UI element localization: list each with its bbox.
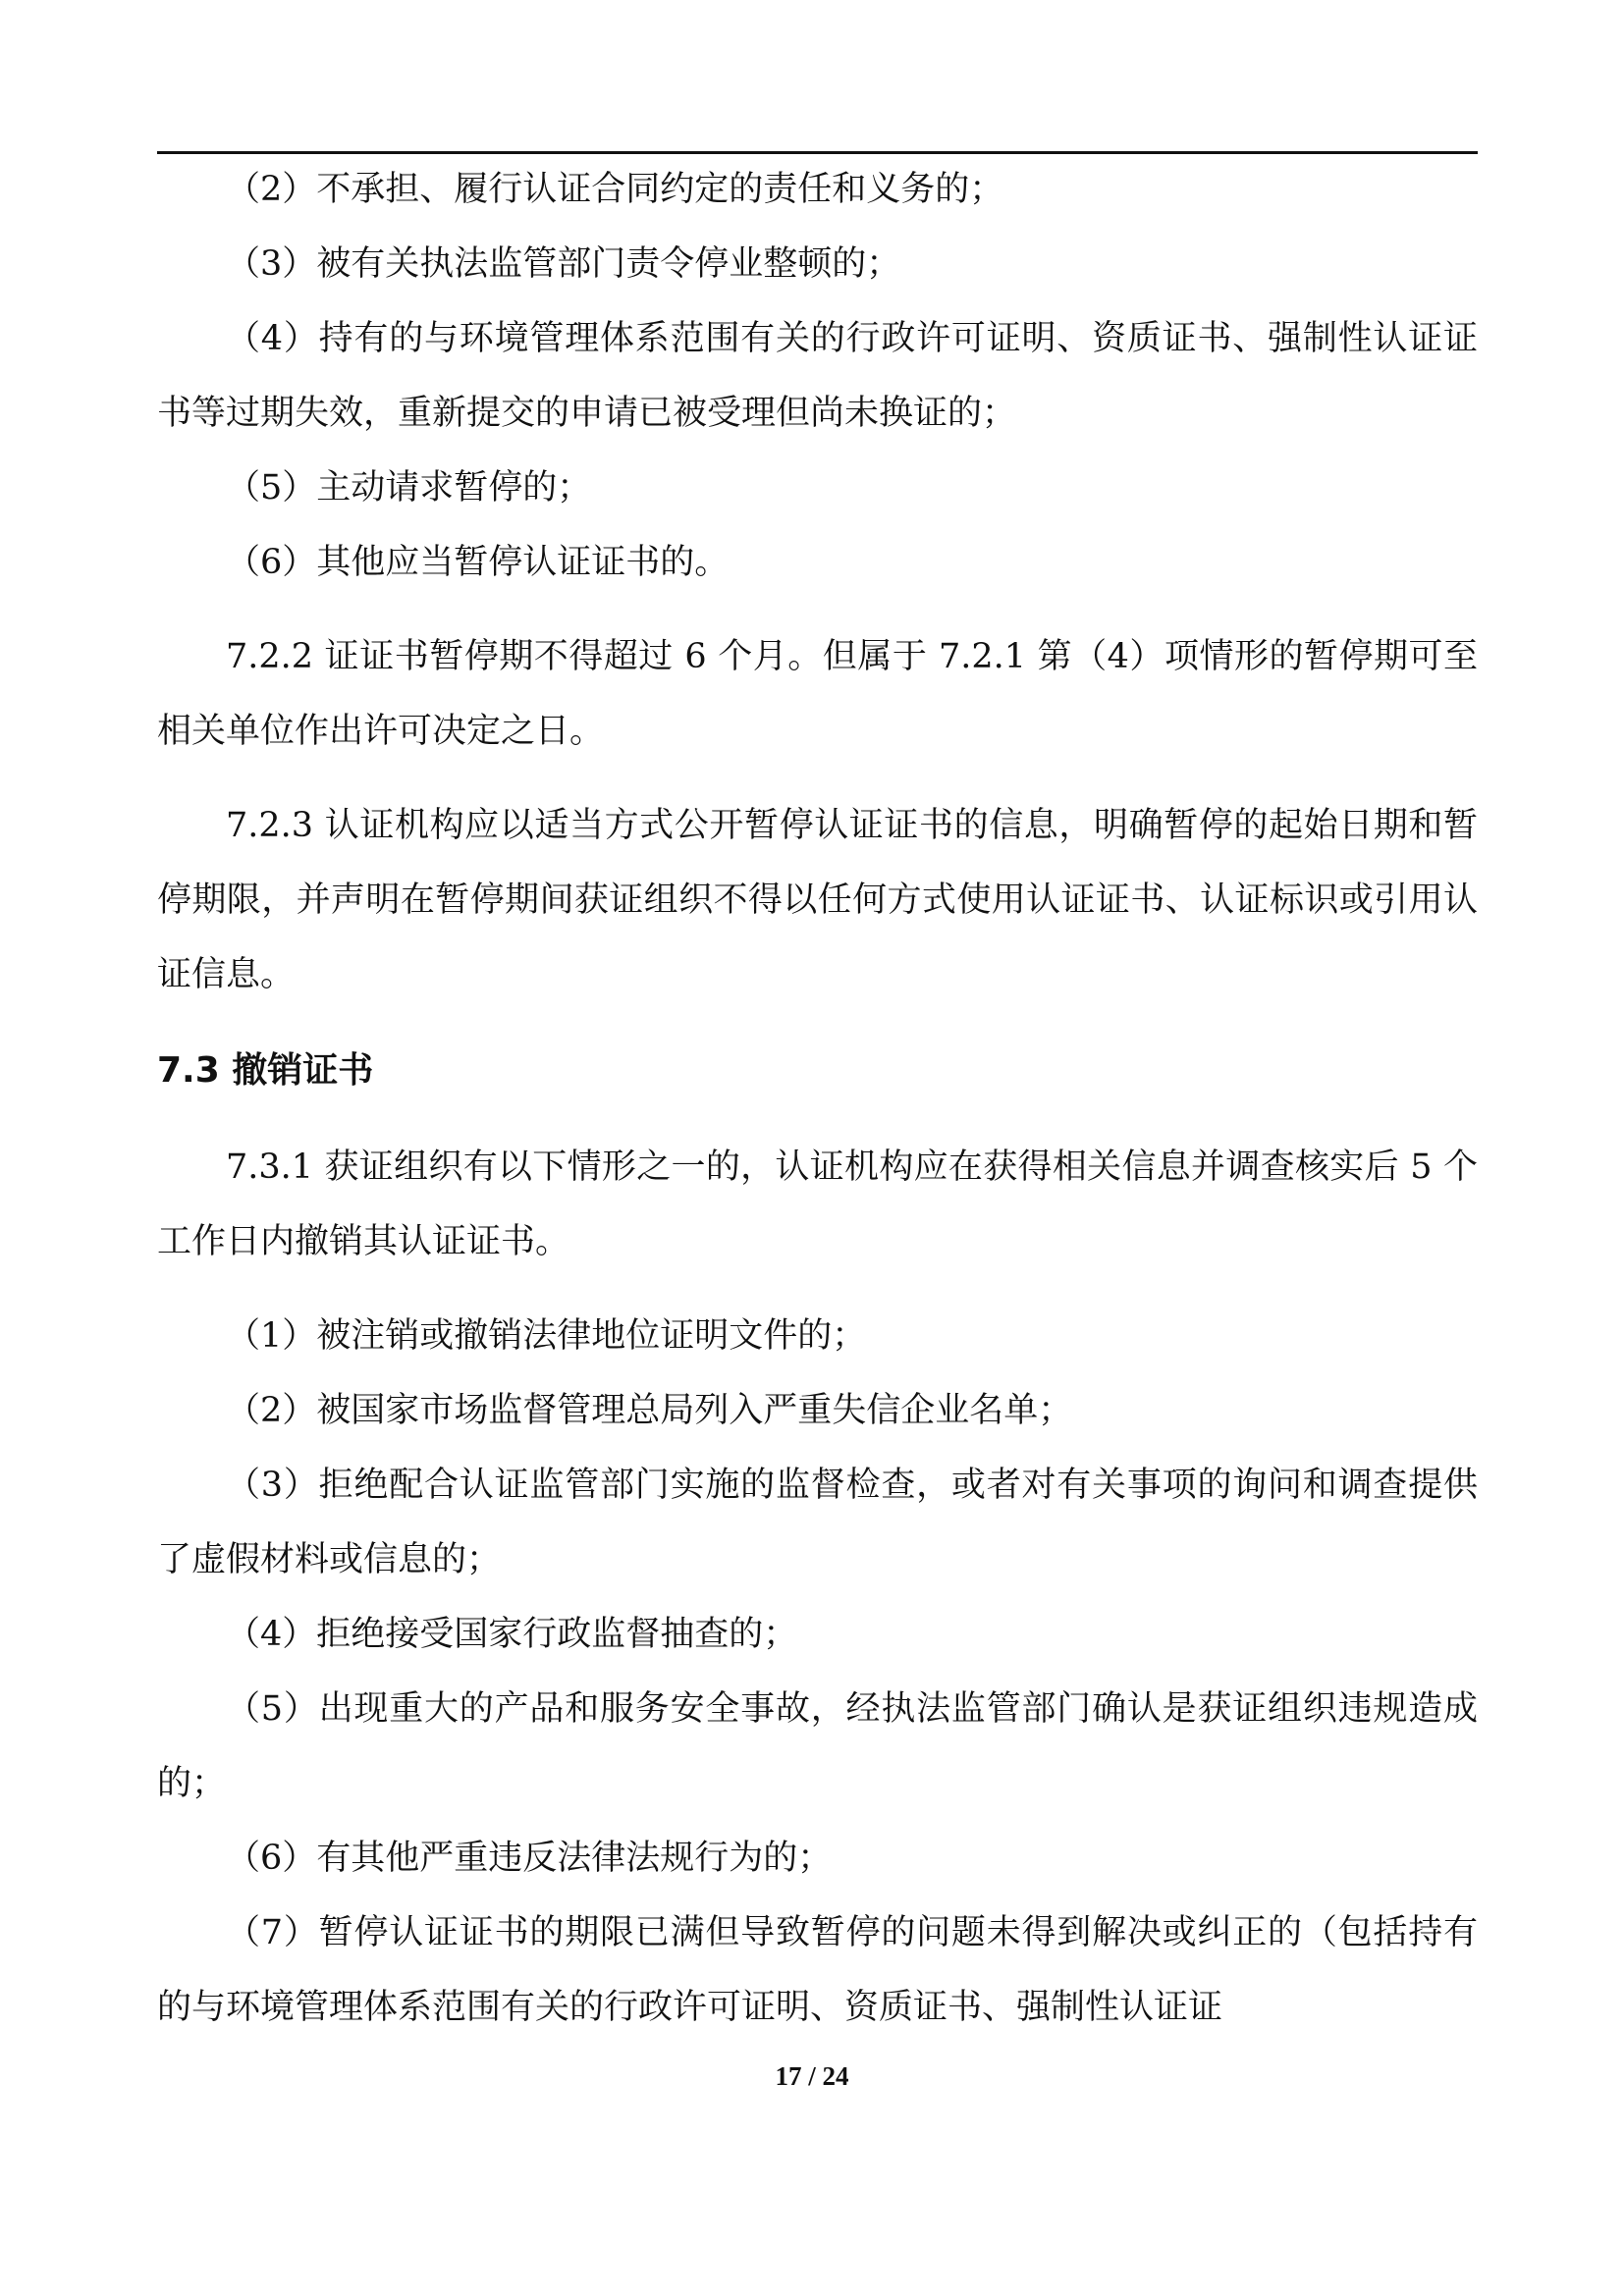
- revocation-item-5: （5）出现重大的产品和服务安全事故，经执法监管部门确认是获证组织违规造成的；: [157, 1689, 1478, 1803]
- section-heading-7-3: 7.3 撤销证书: [157, 1050, 374, 1091]
- revocation-item-6: （6）有其他严重违反法律法规行为的；: [226, 1839, 833, 1878]
- page-body: [157, 152, 1478, 2045]
- page-number: 17 / 24: [775, 2061, 849, 2091]
- revocation-item-4: （4）拒绝接受国家行政监督抽查的；: [226, 1615, 798, 1654]
- suspension-item-4: （4）持有的与环境管理体系范围有关的行政许可证明、资质证书、强制性认证证书等过期失效，重新提交的申请已被受理但尚未换证的；: [157, 319, 1478, 433]
- revocation-item-1: （1）被注销或撤销法律地位证明文件的；: [226, 1316, 867, 1356]
- suspension-item-3: （3）被有关执法监管部门责令停业整顿的；: [226, 244, 901, 284]
- clause-7-3-1: 7.3.1 获证组织有以下情形之一的，认证机构应在获得相关信息并调查核实后 5 个工作日内撤销其认证证书。: [157, 1148, 1478, 1261]
- clause-7-2-3: 7.2.3 认证机构应以适当方式公开暂停认证证书的信息，明确暂停的起始日期和暂停期限，并声明在暂停期间获证组织不得以任何方式使用认证证书、认证标识或引用认证信息。: [157, 806, 1478, 994]
- suspension-item-2: （2）不承担、履行认证合同约定的责任和义务的；: [226, 170, 1004, 209]
- revocation-item-2: （2）被国家市场监督管理总局列入严重失信企业名单；: [226, 1391, 1073, 1430]
- clause-7-2-2: 7.2.2 证证书暂停期不得超过 6 个月。但属于 7.2.1 第（4）项情形的暂停期可至相关单位作出许可决定之日。: [157, 637, 1478, 751]
- revocation-item-7: （7）暂停认证证书的期限已满但导致暂停的问题未得到解决或纠正的（包括持有的与环境管理体系范围有关的行政许可证明、资质证书、强制性认证证: [157, 1913, 1478, 2027]
- suspension-item-6: （6）其他应当暂停认证证书的。: [226, 543, 730, 582]
- revocation-item-3: （3）拒绝配合认证监管部门实施的监督检查，或者对有关事项的询问和调查提供了虚假材料或信息的；: [157, 1466, 1478, 1579]
- suspension-item-5: （5）主动请求暂停的；: [226, 468, 592, 507]
